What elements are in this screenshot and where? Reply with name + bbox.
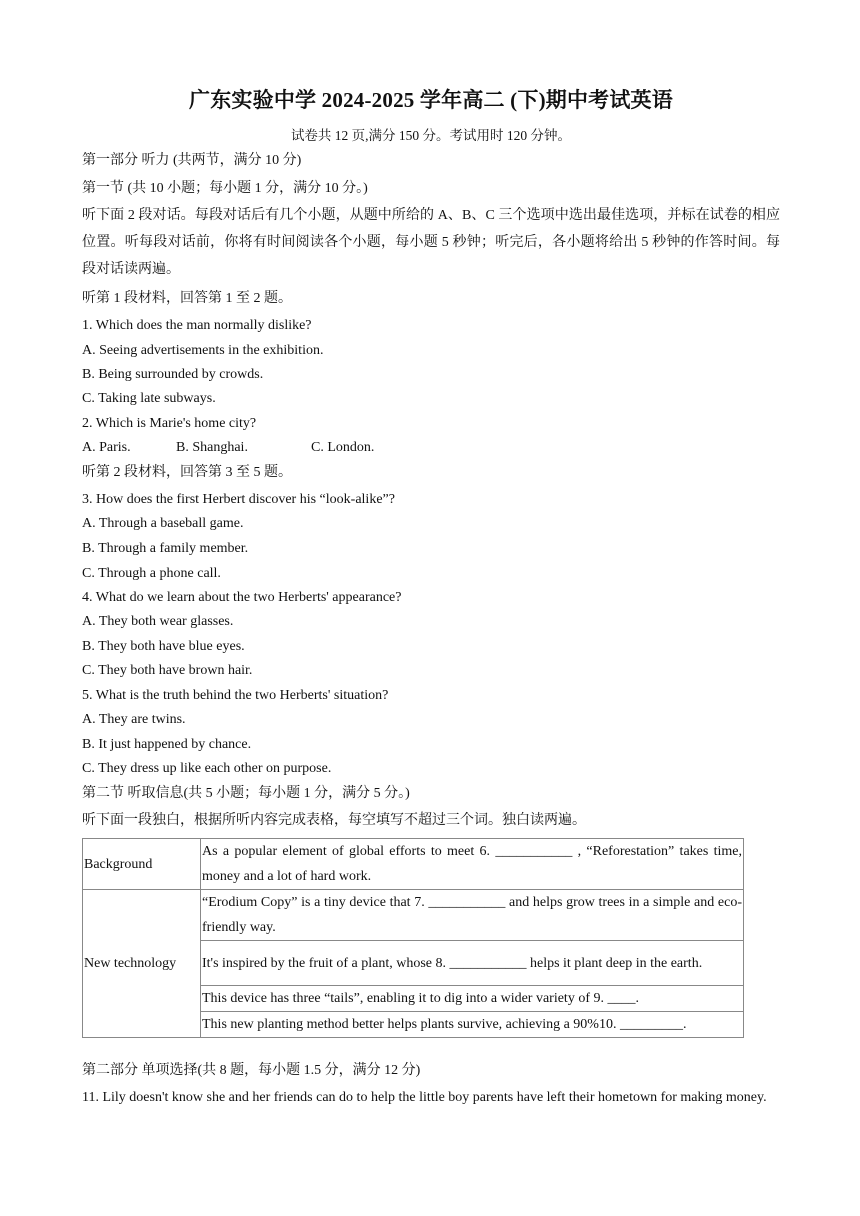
question-2-options (82, 438, 374, 458)
table-cell-background: As a popular element of global efforts to meet 6. ___________ , “Reforestation” takes time, money and a lot of hard work. (201, 839, 744, 890)
section1-instructions: 听下面 2 段对话。每段对话后有几个小题，从题中所给的 A、B、C 三个选项中选出最佳选项，并标在试卷的相应位置。听每段对话前，你将有时间阅读各个小题，每小题 5 秒钟；听完后，各小题将给出 5 秒钟的作答时间。每段对话读两遍。 (82, 208, 780, 277)
question-5-option-c: C. They dress up like each other on purpose. (82, 761, 332, 776)
section2-heading: 第二节 听取信息(共 5 小题；每小题 1 分，满分 5 分。) (82, 786, 410, 801)
table-cell-blank-9: This device has three “tails”, enabling it to dig into a wider variety of 9. ____. (201, 986, 744, 1012)
part2-heading: 第二部分 单项选择(共 8 题，每小题 1.5 分，满分 12 分) (82, 1063, 421, 1078)
question-1: 1. Which does the man normally dislike? (82, 318, 312, 333)
listening-table (82, 838, 744, 1038)
table-label-background: Background (83, 839, 201, 890)
question-2-option-a: A. Paris. (82, 440, 131, 455)
question-3-option-b: B. Through a family member. (82, 541, 249, 556)
question-3-option-c: C. Through a phone call. (82, 566, 221, 581)
section2-instructions: 听下面一段独白，根据所听内容完成表格，每空填写不超过三个词。独白读两遍。 (82, 813, 586, 828)
material1-label: 听第 1 段材料，回答第 1 至 2 题。 (82, 291, 292, 306)
part1-heading: 第一部分 听力 (共两节，满分 10 分) (82, 153, 302, 168)
exam-subtitle: 试卷共 12 页,满分 150 分。考试用时 120 分钟。 (290, 128, 572, 143)
question-5-option-a: A. They are twins. (82, 712, 186, 727)
question-4-option-a: A. They both wear glasses. (82, 614, 234, 629)
question-2: 2. Which is Marie's home city? (82, 416, 257, 431)
question-4-option-c: C. They both have brown hair. (82, 663, 253, 678)
table-label-new-technology: New technology (83, 890, 201, 1038)
question-5-option-b: B. It just happened by chance. (82, 737, 252, 752)
question-11: 11. Lily doesn't know she and her friends can do to help the little boy parents have left their hometown for making money. (82, 1090, 767, 1105)
table-cell-blank-10: This new planting method better helps plants survive, achieving a 90%10. _________. (201, 1012, 744, 1038)
table-cell-blank-8: It's inspired by the fruit of a plant, whose 8. ___________ helps it plant deep in the earth. (201, 941, 744, 986)
question-2-option-c: C. London. (311, 440, 375, 455)
exam-title: 广东实验中学 2024-2025 学年高二 (下)期中考试英语 (189, 88, 673, 112)
question-3: 3. How does the first Herbert discover his “look-alike”? (82, 492, 395, 507)
question-4: 4. What do we learn about the two Herberts' appearance? (82, 590, 402, 605)
table-row (83, 890, 744, 941)
question-4-option-b: B. They both have blue eyes. (82, 639, 245, 654)
table-cell-blank-7: “Erodium Copy” is a tiny device that 7. ___________ and helps grow trees in a simple and eco-friendly way. (201, 890, 744, 941)
table-row (83, 839, 744, 890)
material2-label: 听第 2 段材料，回答第 3 至 5 题。 (82, 465, 292, 480)
question-1-option-c: C. Taking late subways. (82, 391, 216, 406)
question-2-option-b: B. Shanghai. (176, 440, 248, 455)
question-3-option-a: A. Through a baseball game. (82, 516, 244, 531)
question-1-option-b: B. Being surrounded by crowds. (82, 367, 264, 382)
question-1-option-a: A. Seeing advertisements in the exhibition. (82, 343, 324, 358)
question-5: 5. What is the truth behind the two Herberts' situation? (82, 688, 389, 703)
section1-heading: 第一节 (共 10 小题；每小题 1 分，满分 10 分。) (82, 181, 368, 196)
